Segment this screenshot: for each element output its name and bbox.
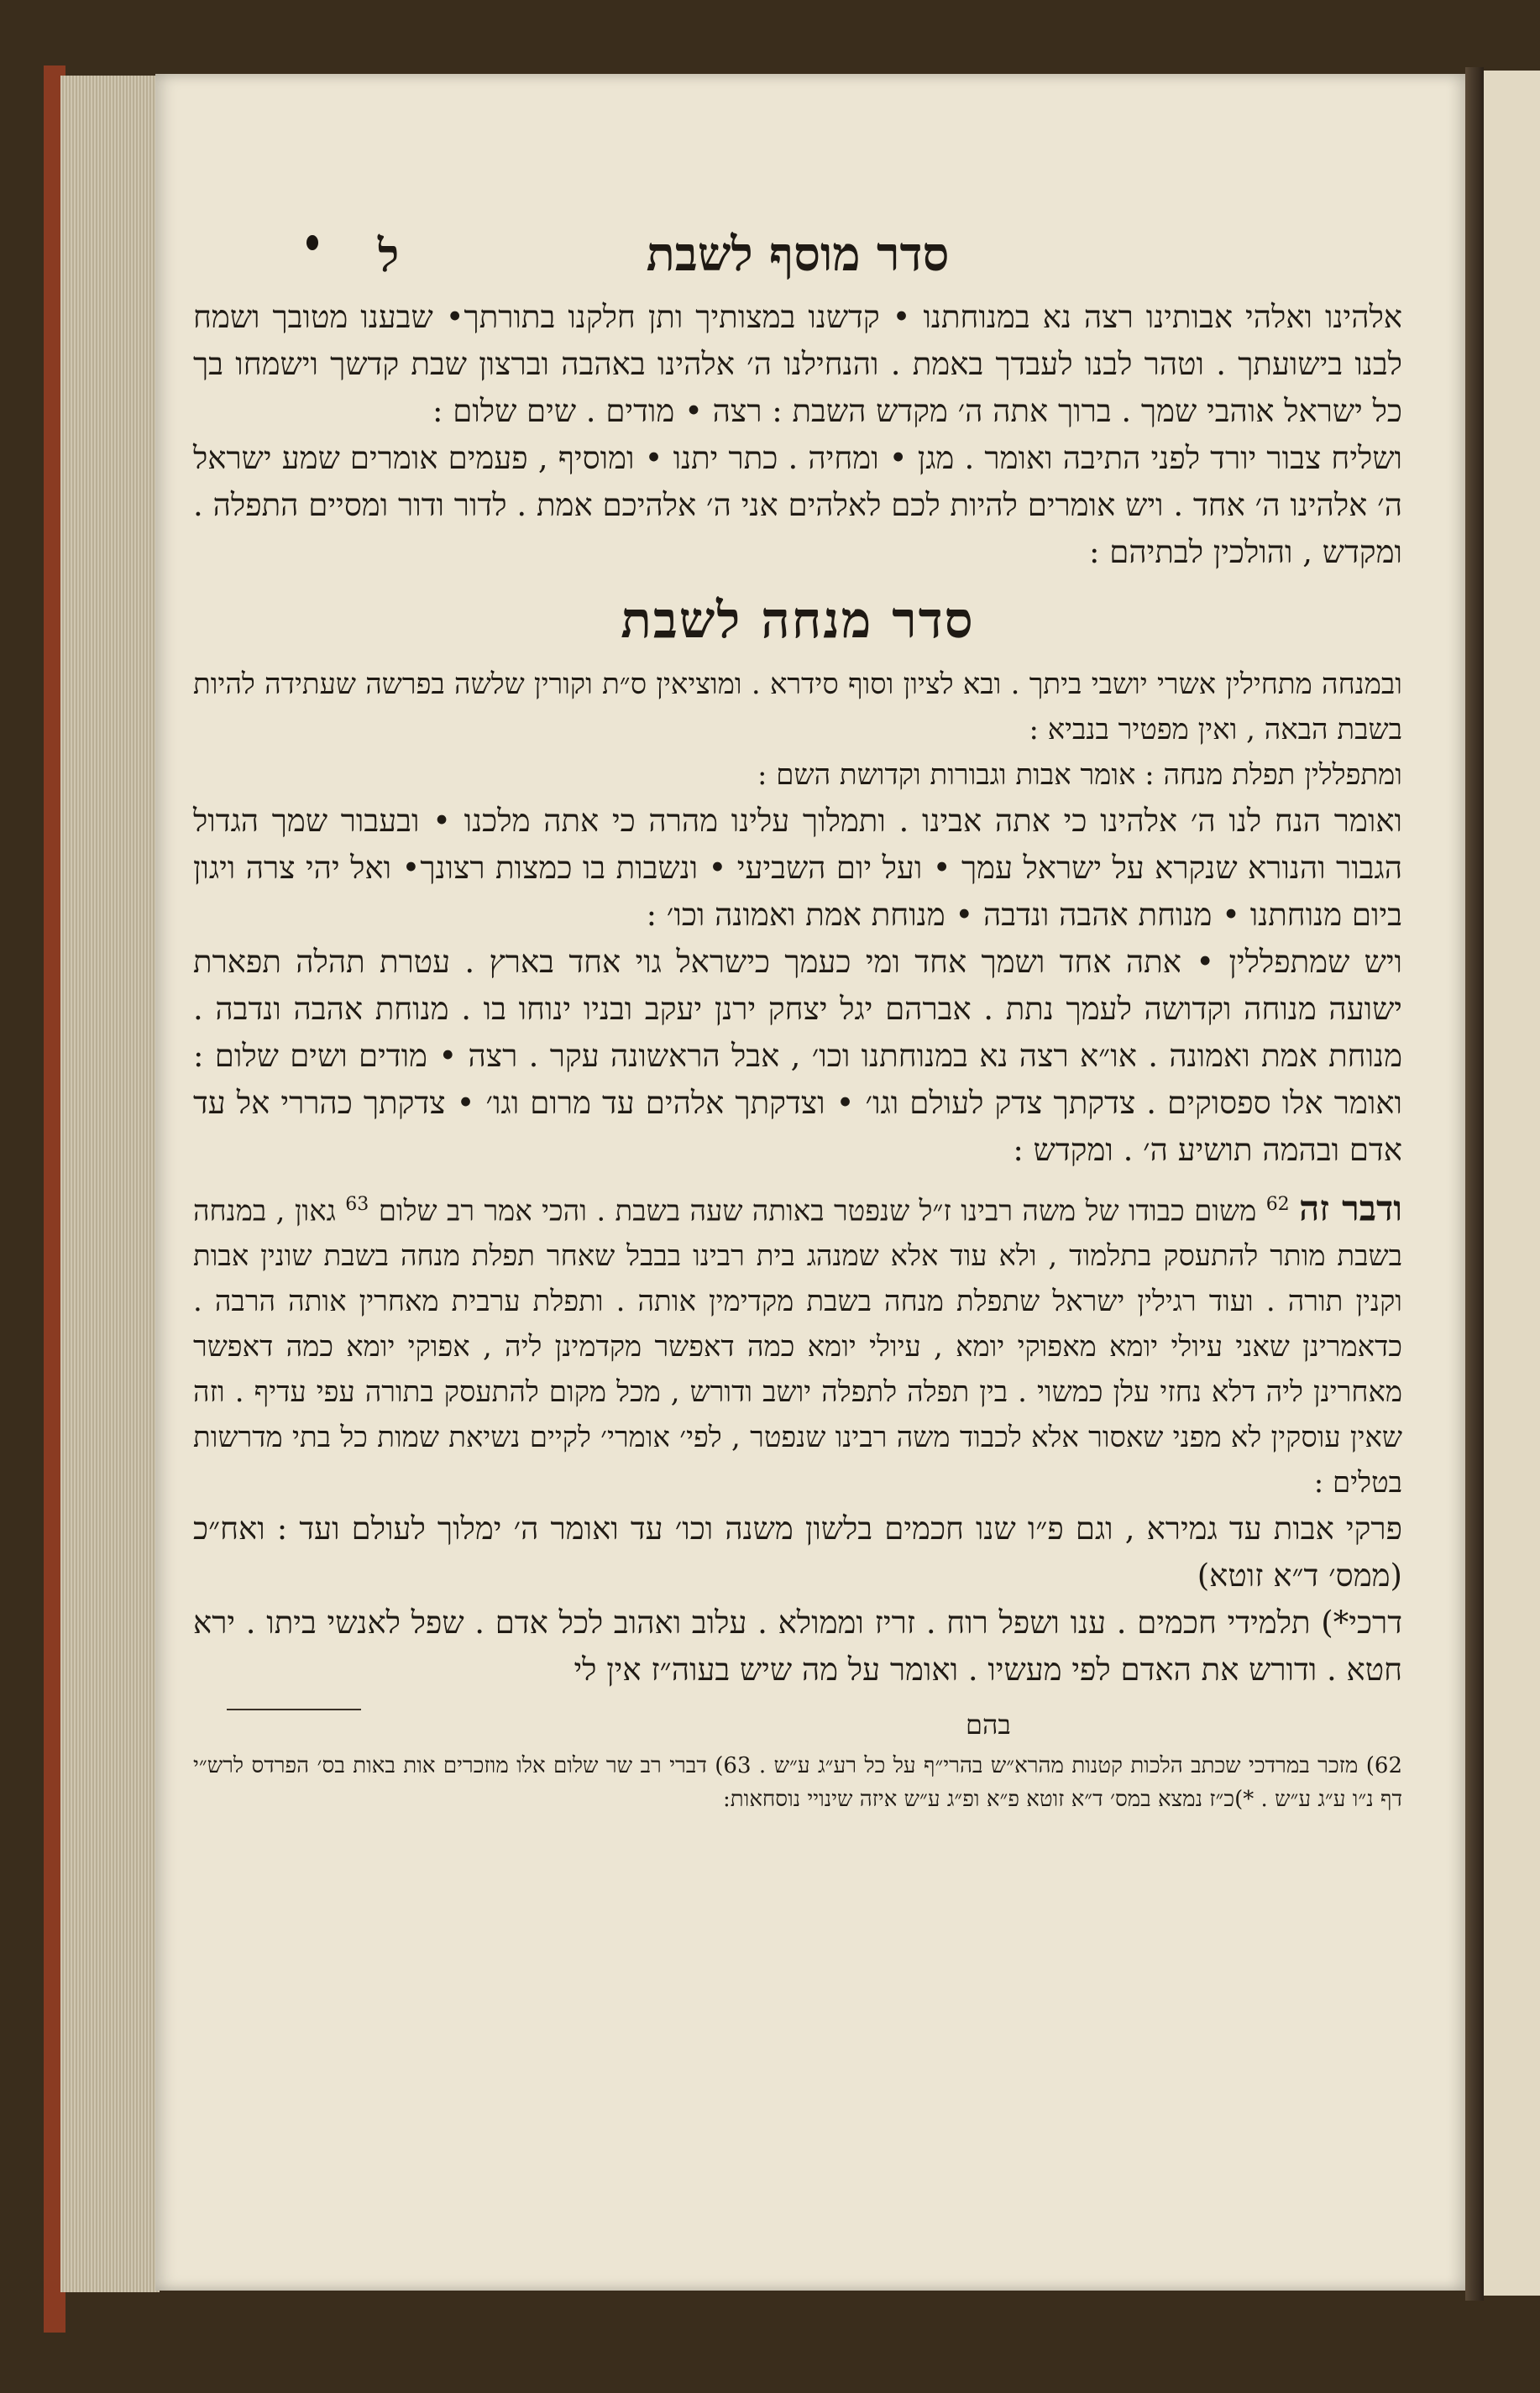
- book-gutter: [1465, 67, 1484, 2301]
- footnotes: 62) מזכר במרדכי שכתב הלכות קטנות מהרא״ש בהרי״ף על כל רע״ג ע״ש . 63) דברי רב שר שלום אלו מוזכרים אות באות בס׳ הפרדס לרש״י דף נ״ו ע״ג ע״ש . *)כ״ז נמצא במס׳ ד״א זוטא פ״א ופ״ג ע״ש איזה שינויי נוסחאות:: [193, 1753, 1402, 1813]
- page-text: [193, 202, 1402, 1816]
- facing-page-edge: [1484, 71, 1540, 2296]
- mincha-paragraph-4: ויש שמתפללין • אתה אחד ושמך אחד ומי כעמך כישראל גוי אחד בארץ . עטרת תהלה תפארת ישועה מנוחה וקדושה לעמך נתת . אברהם יגל יצחק ירנן יעקב ובניו ינוחו בו . מנוחת אהבה ונדבה . מנוחת אמת ואמונה . או״א רצה נא במנוחתנו וכו׳ , אבל הראשונה עקר . רצה • מודים ושים שלום : ואומר אלו ספסוקים . צדקתך צדק לעולם וגו׳ • וצדקתך אלהים עד מרום וגו׳ • צדקתך כהררי אל עד אדם ובהמה תושיע ה׳ . ומקדש :: [193, 944, 1403, 1168]
- page-edges: [60, 76, 160, 2292]
- page-number: ל: [378, 228, 400, 282]
- mincha-paragraph-2: ומתפללין תפלת מנחה : אומר אבות וגבורות וקדושת השם :: [757, 758, 1402, 792]
- catch-word: בהם: [966, 1709, 1011, 1741]
- mincha-section-title: סדר מנחה לשבת: [621, 591, 975, 650]
- running-header: [193, 202, 1402, 294]
- mincha-paragraph-5: [193, 1182, 1402, 1505]
- musaf-paragraph-2: ושליח צבור יורד לפני התיבה ואומר . מגן • ומחיה . כתר יתנו • ומוסיף , פעמים אומרים שמע ישראל ה׳ אלהינו ה׳ אחד . ויש אומרים להיות לכם לאלהים אני ה׳ אלהיכם אמת . לדור ודור ומסיים התפלה . ומקדש , והולכין לבתיהם :: [193, 440, 1402, 570]
- paragraph-text: גאון , במנחה בשבת מותר להתעסק בתלמוד , ולא עוד אלא שמנהג בית רבינו בבבל שאחר תפלת מנחה בשבת שונין אבות וקנין תורה . ועוד רגילין ישראל שתפלת מנחה בשבת מקדימין אותה . ותפלת ערבית מאחרין אותה הרבה . כדאמרינן שאני עיולי יומא מאפוקי יומא , עיולי יומא כמה דאפשר מקדמינן ליה , אפוקי יומא כמה דאפשר מאחרינן ליה דלא נחזי עלן כמשוי . בין תפלה לתפלה יושב ודורש , מכל מקום להתעסק בתורה עפי עדיף . וזה שאין עוסקין לא מפני שאסור אלא לכבוד משה רבינו שנפטר , לפי׳ אומרי׳ לקיים נשיאת שמות כל בתי מדרשות בטלים :: [193, 1194, 1402, 1500]
- musaf-paragraph-1: אלהינו ואלהי אבותינו רצה נא במנוחתנו • קדשנו במצותיך ותן חלקנו בתורתך• שבענו מטובך ושמח לבנו בישועתך . וטהר לבנו לעבדך באמת . והנחילנו ה׳ אלהינו באהבה וברצון שבת קדשך וישמחו בך כל ישראל אוהבי שמך . ברוך אתה ה׳ מקדש השבת : רצה • מודים . שים שלום :: [193, 299, 1402, 429]
- paragraph-lead-word: ודבר זה: [1299, 1187, 1402, 1229]
- footnote-marker: 62: [1265, 1194, 1290, 1215]
- paragraph-text: משום כבודו של משה רבינו ז״ל שנפטר באותה שעה בשבת . והכי אמר רב שלום: [378, 1194, 1257, 1228]
- page-title: סדר מוסף לשבת: [646, 227, 950, 282]
- mincha-paragraph-1: ובמנחה מתחילין אשרי יושבי ביתך . ובא לציון וסוף סידרא . ומוציאין ס״ת וקורין שלשה בפרשה שעתידה להיות בשבת הבאה , ואין מפטיר בנביא :: [193, 668, 1402, 746]
- mincha-paragraph-7: דרכי*) תלמידי חכמים . ענו ושפל רוח . זריז וממולא . עלוב ואהוב לכל אדם . שפל לאנשי ביתו . ירא חטא . ודורש את האדם לפי מעשיו . ואומר על מה שיש בעוה״ז אין לי: [193, 1605, 1402, 1689]
- mincha-paragraph-6: פרקי אבות עד גמירא , וגם פ״ו שנו חכמים בלשון משנה וכו׳ עד ואומר ה׳ ימלוך לעולם ועד : ואח״כ (ממס׳ ד״א זוטא): [193, 1511, 1402, 1594]
- mincha-paragraph-3: ואומר הנח לנו ה׳ אלהינו כי אתה אבינו . ותמלוך עלינו מהרה כי אתה מלכנו • ובעבור שמך הגדול הגבור והנורא שנקרא על ישראל עמך • ועל יום השביעי • ונשבות בו כמצות רצונך• ואל יהי צרה ויגון ביום מנוחתנו • מנוחת אהבה ונדבה • מנוחת אמת ואמונה וכו׳ :: [193, 803, 1402, 933]
- footnote-marker: 63: [345, 1194, 369, 1215]
